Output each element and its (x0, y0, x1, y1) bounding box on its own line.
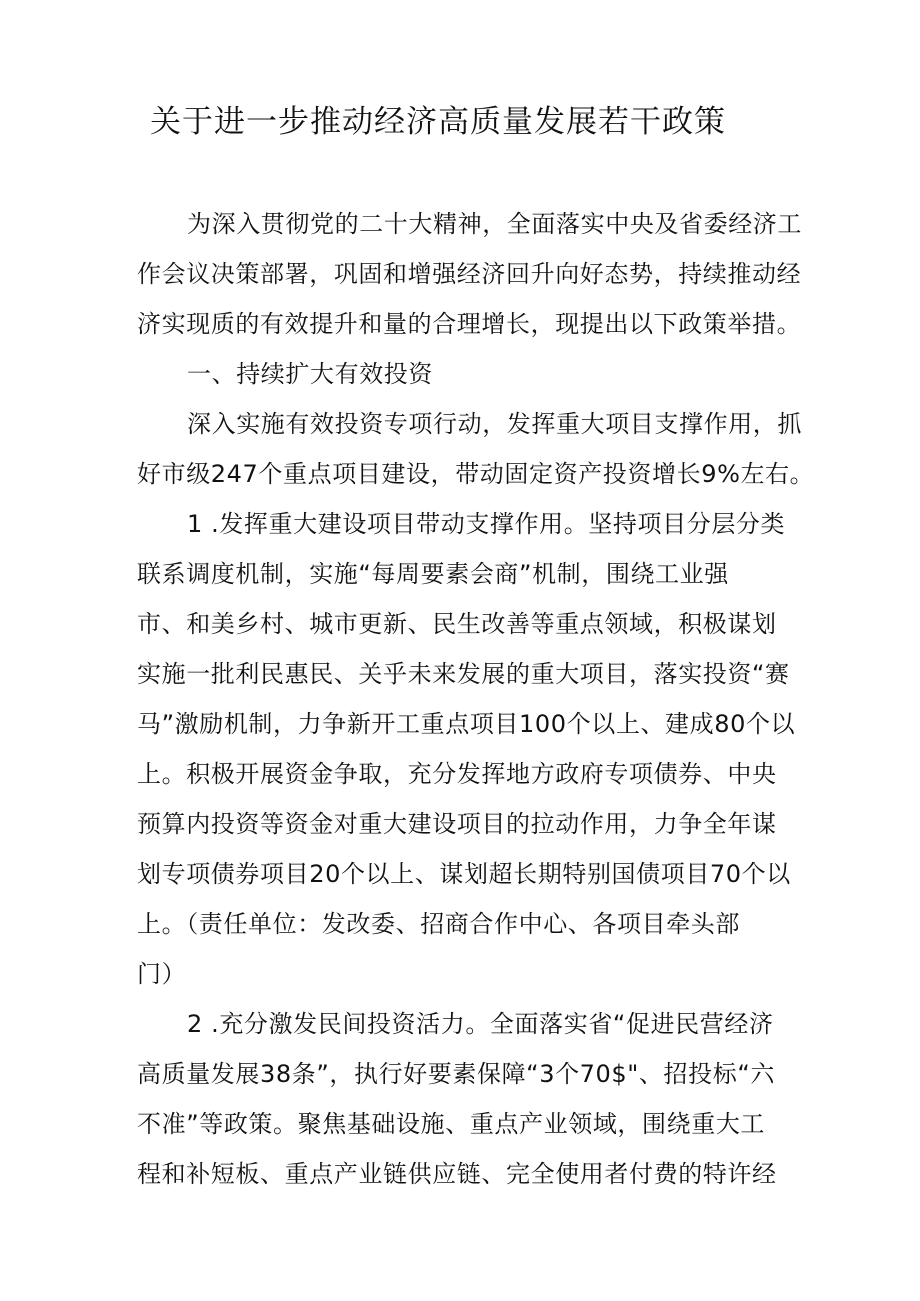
item-2-line-3: 不准”等政策。聚焦基础设施、重点产业领域，围绕重大工 (137, 1110, 766, 1138)
item-1-line-1: 1 .发挥重大建设项目带动支撑作用。坚持项目分层分类 (187, 510, 786, 538)
item-1-line-6: 上。积极开展资金争取，充分发挥地方政府专项债券、中央 (137, 760, 777, 788)
item-1-line-8: 划专项债券项目20个以上、谋划超长期特别国债项目70个以 (137, 860, 791, 888)
item-2-line-2: 高质量发展38条”，执行好要素保障“3个70$"、招投标“六 (137, 1060, 775, 1088)
item-1-line-3: 市、和美乡村、城市更新、民生改善等重点领域，积极谋划 (137, 610, 777, 638)
item-1-line-10: 门） (137, 960, 187, 988)
body-line-3: 济实现质的有效提升和量的合理增长，现提出以下政策举措。 (137, 310, 802, 338)
item-2-line-4: 程和补短板、重点产业链供应链、完全使用者付费的特许经 (137, 1160, 777, 1188)
body-line-6: 好市级247个重点项目建设，带动固定资产投资增长9%左右。 (137, 460, 815, 488)
item-1-line-5: 马”激励机制，力争新开工重点项目100个以上、建成80个以 (137, 710, 796, 738)
body-line-5: 深入实施有效投资专项行动，发挥重大项目支撑作用，抓 (187, 410, 802, 438)
item-1-line-9: 上。（责任单位：发改委、招商合作中心、各项目牵头部 (137, 910, 740, 938)
item-1-line-2: 联系调度机制，实施“每周要素会商”机制，围绕工业强 (137, 560, 729, 588)
item-1-line-4: 实施一批利民惠民、关乎未来发展的重大项目，落实投资“赛 (137, 660, 790, 688)
item-1-line-7: 预算内投资等资金对重大建设项目的拉动作用，力争全年谋 (137, 810, 777, 838)
document-title: 关于进一步推动经济高质量发展若干政策 (150, 104, 726, 140)
section-heading: 一、持续扩大有效投资 (187, 360, 433, 388)
item-2-line-1: 2 .充分激发民间投资活力。全面落实省“促进民营经济 (187, 1010, 774, 1038)
body-line-1: 为深入贯彻党的二十大精神，全面落实中央及省委经济工 (187, 210, 802, 238)
body-line-2: 作会议决策部署，巩固和增强经济回升向好态势，持续推动经 (137, 260, 802, 288)
